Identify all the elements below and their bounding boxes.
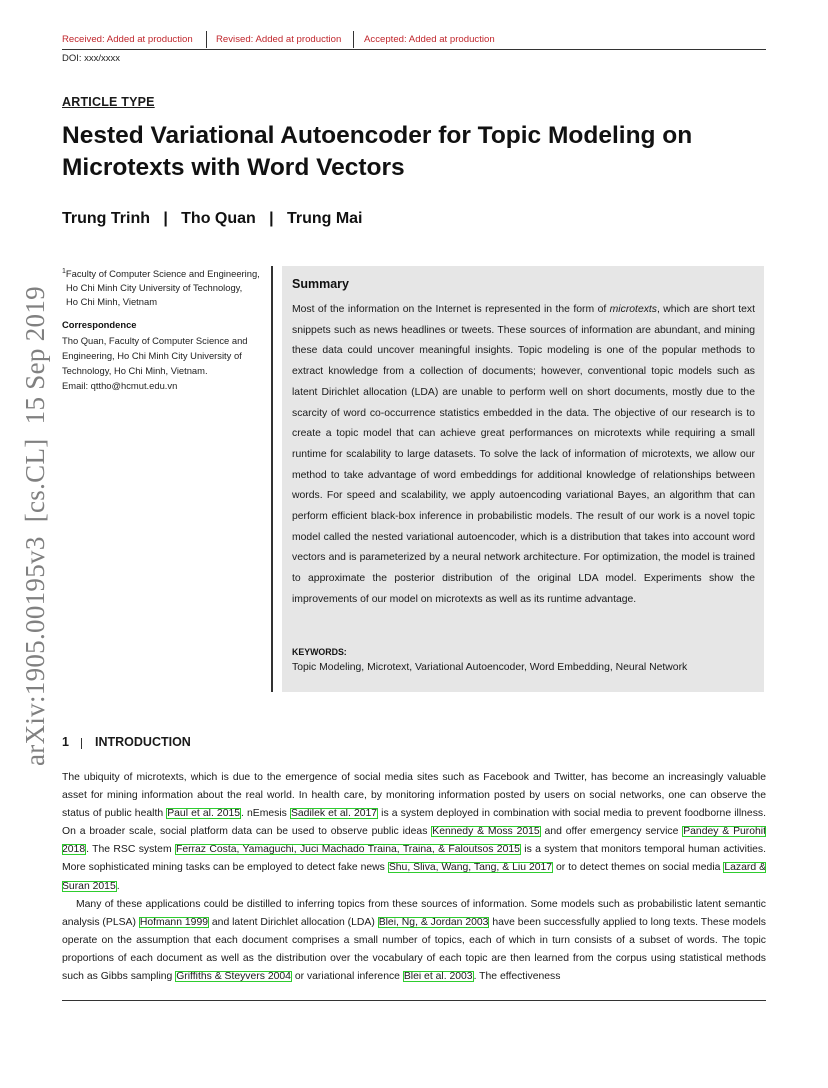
body-text: . [116, 880, 120, 892]
doi: DOI: xxx/xxxx [62, 53, 121, 64]
paragraph [62, 896, 766, 986]
correspondence-line: Technology, Ho Chi Minh, Vietnam. [62, 365, 208, 376]
citation-link[interactable]: Kennedy & Moss 2015 [432, 826, 540, 838]
keywords: Topic Modeling, Microtext, Variational Autoencoder, Word Embedding, Neural Network [292, 662, 688, 673]
section-title: INTRODUCTION [95, 735, 191, 749]
paragraph [62, 769, 766, 896]
body-text: . The effectiveness [473, 971, 561, 983]
revised-date: Revised: Added at production [216, 34, 342, 45]
summary-text-part: , which are short text snippets such as news headlines or tweets. These sources of information are abundant, and mining these data could uncover meaningful insights. Topic modeling is one of the popular methods to extract knowledge from a collection of documents; however, conventional topic models such as latent Dirichlet allocation (LDA) are unable to perform well on short documents, mostly due to the scarcity of word co-occurrence statistics embedded in the data. The objective of our research is to create a topic model that can achieve great performances on microtexts while requiring a small runtime for scalability to large datasets. To solve the lack of information of microtexts, we allow our method to take advantage of word embeddings for additional knowledge of relationships between words. For speed and scalability, we apply autoencoding variational Bayes, an algorithm that can perform efficient black-box inference in probabilistic models. The result of our work is a novel topic model called the nested variational autoencoder, which is a distribution that takes into account word vectors and is parameterized by a neural network architecture. For optimization, the model is trained to approximate the posterior distribution of the original LDA model. Experiments show the improvements of our model on microtexts as well as its runtime advantage. [292, 304, 755, 605]
body-text: have been successfully applied to long texts. These models operate on the assumption that each document comprises a small number of topics, each of which in turn consists of a subset of words. The topic proportions of each document as well as the distribution over the vocabulary of each topic are then learned from the corpus using statistical methods such as Gibbs sampling [62, 916, 767, 983]
summary-text [292, 300, 755, 611]
section-number: 1 [62, 735, 69, 749]
body-text: is a system that monitors temporal human activities. More sophisticated mining tasks can be employed to detect fake news [62, 844, 766, 874]
correspondence-email: Email: qttho@hcmut.edu.vn [62, 380, 178, 391]
divider [353, 31, 354, 48]
body-text: and latent Dirichlet allocation (LDA) [209, 916, 378, 928]
correspondence-line: Tho Quan, Faculty of Computer Science and [62, 335, 248, 346]
correspondence-line: Engineering, Ho Chi Minh City University of [62, 350, 242, 361]
citation-link[interactable]: Pandey & Purohit 2018 [62, 826, 766, 856]
body-text: and offer emergency service [540, 826, 683, 838]
correspondence-heading: Correspondence [62, 319, 137, 330]
citation-link[interactable]: Ferraz Costa, Yamaguchi, Juci Machado Traina, Traina, & Faloutsos 2015 [175, 844, 520, 856]
received-date: Received: Added at production [62, 34, 193, 45]
citation-link[interactable]: Hofmann 1999 [139, 916, 208, 928]
section-divider [81, 738, 82, 749]
paper-title: Nested Variational Autoencoder for Topic Modeling on Microtexts with Word Vectors [62, 122, 693, 181]
body-text: The ubiquity of microtexts, which is due to the emergence of social media sites such as Facebook and Twitter, has become an increasingly valuable asset for mining information about the real world. In health care, by monitoring information posted by users on social networks, one can observe the status of public health [62, 772, 766, 820]
author-list: Trung Trinh | Tho Quan | Trung Mai [62, 210, 363, 227]
summary-heading: Summary [292, 277, 349, 291]
affiliation-line: Ho Chi Minh City University of Technology, [66, 282, 243, 294]
body-text: . nEmesis [241, 808, 290, 820]
footer-rule [62, 1000, 766, 1001]
citation-link[interactable]: Lazard & Suran 2015 [62, 862, 767, 892]
citation-link[interactable]: Sadilek et al. 2017 [290, 808, 378, 820]
summary-emphasis: microtexts [609, 304, 657, 315]
arxiv-stamp: arXiv:1905.00195v3 [cs.CL] 15 Sep 2019 [20, 286, 50, 766]
citation-link[interactable]: Shu, Sliva, Wang, Tang, & Liu 2017 [388, 862, 553, 874]
summary-text-part: Most of the information on the Internet is represented in the form of [292, 304, 610, 315]
body-text: is a system deployed in combination with social media to prevent foodborne illness. On a broader scale, social platform data can be used to observe public ideas [62, 808, 766, 838]
citation-link[interactable]: Blei, Ng, & Jordan 2003 [378, 916, 489, 928]
introduction-body [62, 769, 766, 986]
affiliation-marker: 1 [62, 268, 66, 275]
citation-link[interactable]: Griffiths & Steyvers 2004 [176, 971, 291, 983]
correspondence [62, 333, 262, 393]
divider [206, 31, 207, 48]
affiliation-line: Ho Chi Minh, Vietnam [66, 296, 158, 308]
accepted-date: Accepted: Added at production [364, 34, 495, 45]
citation-link[interactable]: Blei et al. 2003 [403, 971, 473, 983]
affiliation-line: Faculty of Computer Science and Engineering, [65, 268, 260, 280]
article-type: ARTICLE TYPE [62, 95, 155, 109]
body-text: or to detect themes on social media [553, 862, 724, 874]
body-text: or variational inference [291, 971, 403, 983]
keywords-heading: KEYWORDS: [292, 647, 347, 657]
body-text: . The RSC system [86, 844, 175, 856]
affiliation [62, 265, 267, 309]
publication-dates-bar [62, 31, 766, 50]
citation-link[interactable]: Paul et al. 2015 [167, 808, 241, 820]
column-divider [271, 266, 273, 692]
body-text: Many of these applications could be distilled to inferring topics from these sources of information. Some models such as probabilistic latent semantic analysis (PLSA) [62, 898, 766, 928]
